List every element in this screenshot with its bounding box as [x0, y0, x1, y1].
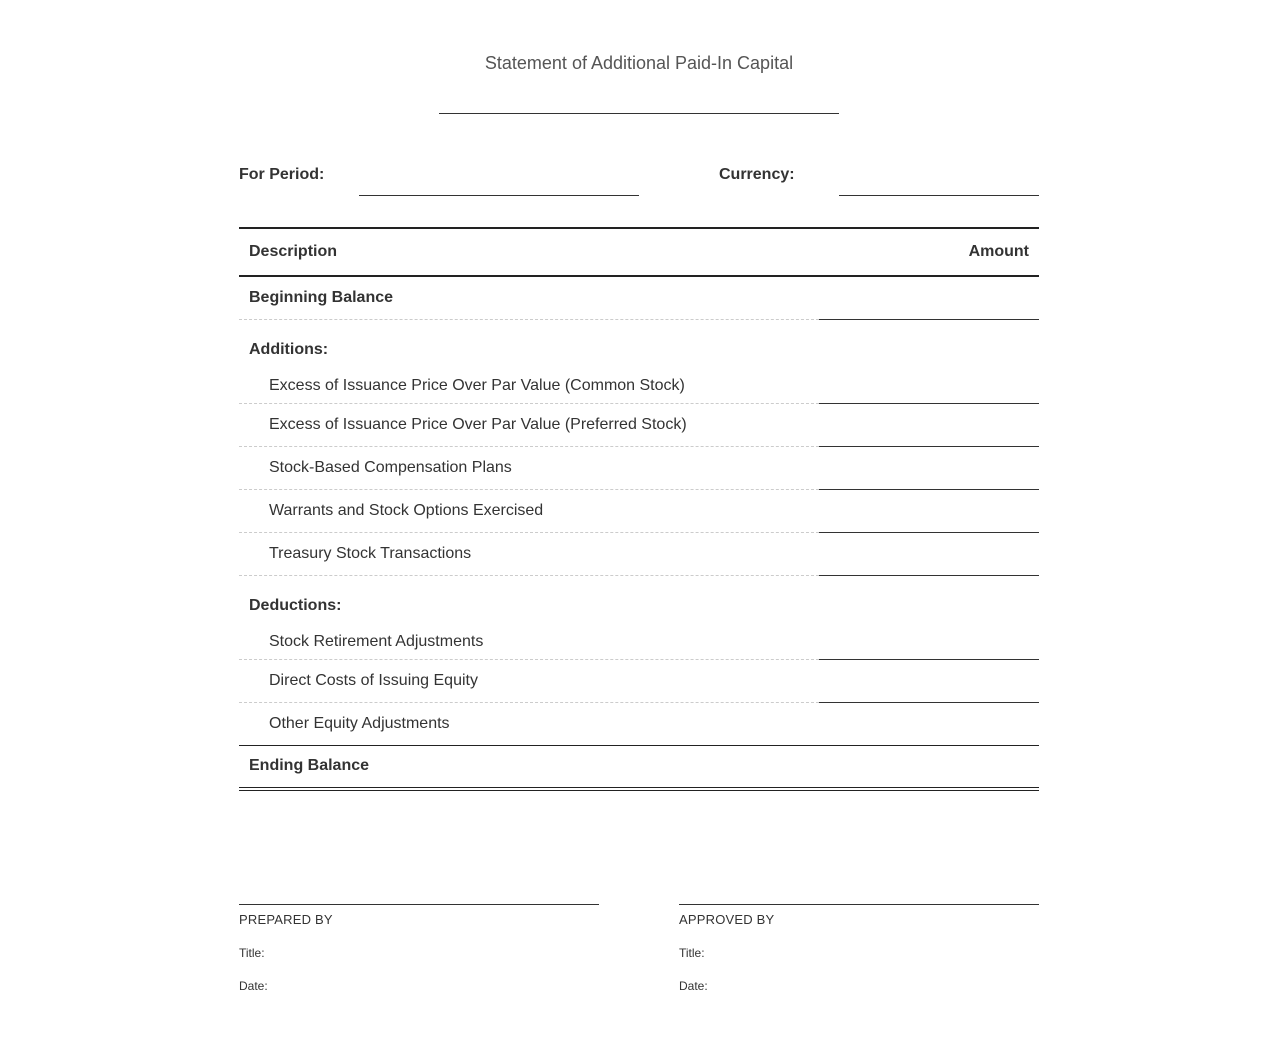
amount-field[interactable]: [819, 702, 1039, 745]
ending-balance-label: Ending Balance: [239, 745, 819, 789]
amount-field[interactable]: [819, 369, 1039, 403]
amount-field[interactable]: [819, 625, 1039, 659]
line-item-label: Stock-Based Compensation Plans: [239, 446, 819, 489]
table-row: [239, 403, 1039, 446]
period-label: For Period:: [239, 166, 325, 183]
currency-field[interactable]: [839, 195, 1039, 196]
amount-field[interactable]: [819, 446, 1039, 489]
beginning-balance-row: [239, 276, 1039, 319]
statement-page: [239, 0, 1039, 1037]
description-header: Description: [239, 228, 819, 276]
table-row: [239, 489, 1039, 532]
approved-by-title-label: Title:: [679, 946, 705, 960]
table-row: [239, 659, 1039, 702]
period-field[interactable]: [359, 195, 639, 196]
line-item-label: Excess of Issuance Price Over Par Value (Preferred Stock): [239, 403, 819, 446]
entity-name-line[interactable]: [439, 113, 839, 114]
prepared-by-block: [239, 904, 599, 993]
capital-table: [239, 227, 1039, 791]
deductions-label: Deductions:: [249, 597, 342, 615]
line-item-label: Stock Retirement Adjustments: [239, 625, 819, 659]
ending-balance-row: [239, 745, 1039, 789]
approved-by-date-label: Date:: [679, 979, 708, 993]
deductions-section-row: [239, 575, 1039, 625]
table-row: [239, 532, 1039, 575]
beginning-balance-label: Beginning Balance: [239, 276, 819, 319]
additions-label: Additions:: [249, 341, 329, 359]
prepared-by-title-label: Title:: [239, 946, 265, 960]
currency-label: Currency:: [719, 166, 795, 183]
table-row: [239, 446, 1039, 489]
line-item-label: Other Equity Adjustments: [239, 702, 819, 745]
table-row: [239, 369, 1039, 403]
amount-field[interactable]: [819, 532, 1039, 575]
approved-by-signature-line[interactable]: [679, 904, 1039, 905]
table-header-row: [239, 228, 1039, 276]
additions-section-row: [239, 319, 1039, 369]
prepared-by-date-label: Date:: [239, 979, 268, 993]
ending-balance-amount[interactable]: [819, 745, 1039, 789]
amount-field[interactable]: [819, 403, 1039, 446]
amount-header: Amount: [819, 228, 1039, 276]
line-item-label: Excess of Issuance Price Over Par Value (Common Stock): [239, 369, 819, 403]
document-title: Statement of Additional Paid-In Capital: [484, 53, 794, 73]
prepared-by-signature-line[interactable]: [239, 904, 599, 905]
beginning-balance-amount[interactable]: [819, 276, 1039, 319]
approved-by-block: [679, 904, 1039, 993]
amount-field[interactable]: [819, 659, 1039, 702]
approved-by-label: APPROVED BY: [679, 912, 775, 927]
line-item-label: Treasury Stock Transactions: [239, 532, 819, 575]
table-row: [239, 702, 1039, 745]
line-item-label: Direct Costs of Issuing Equity: [239, 659, 819, 702]
prepared-by-label: PREPARED BY: [239, 912, 333, 927]
line-item-label: Warrants and Stock Options Exercised: [239, 489, 819, 532]
table-row: [239, 625, 1039, 659]
amount-field[interactable]: [819, 489, 1039, 532]
